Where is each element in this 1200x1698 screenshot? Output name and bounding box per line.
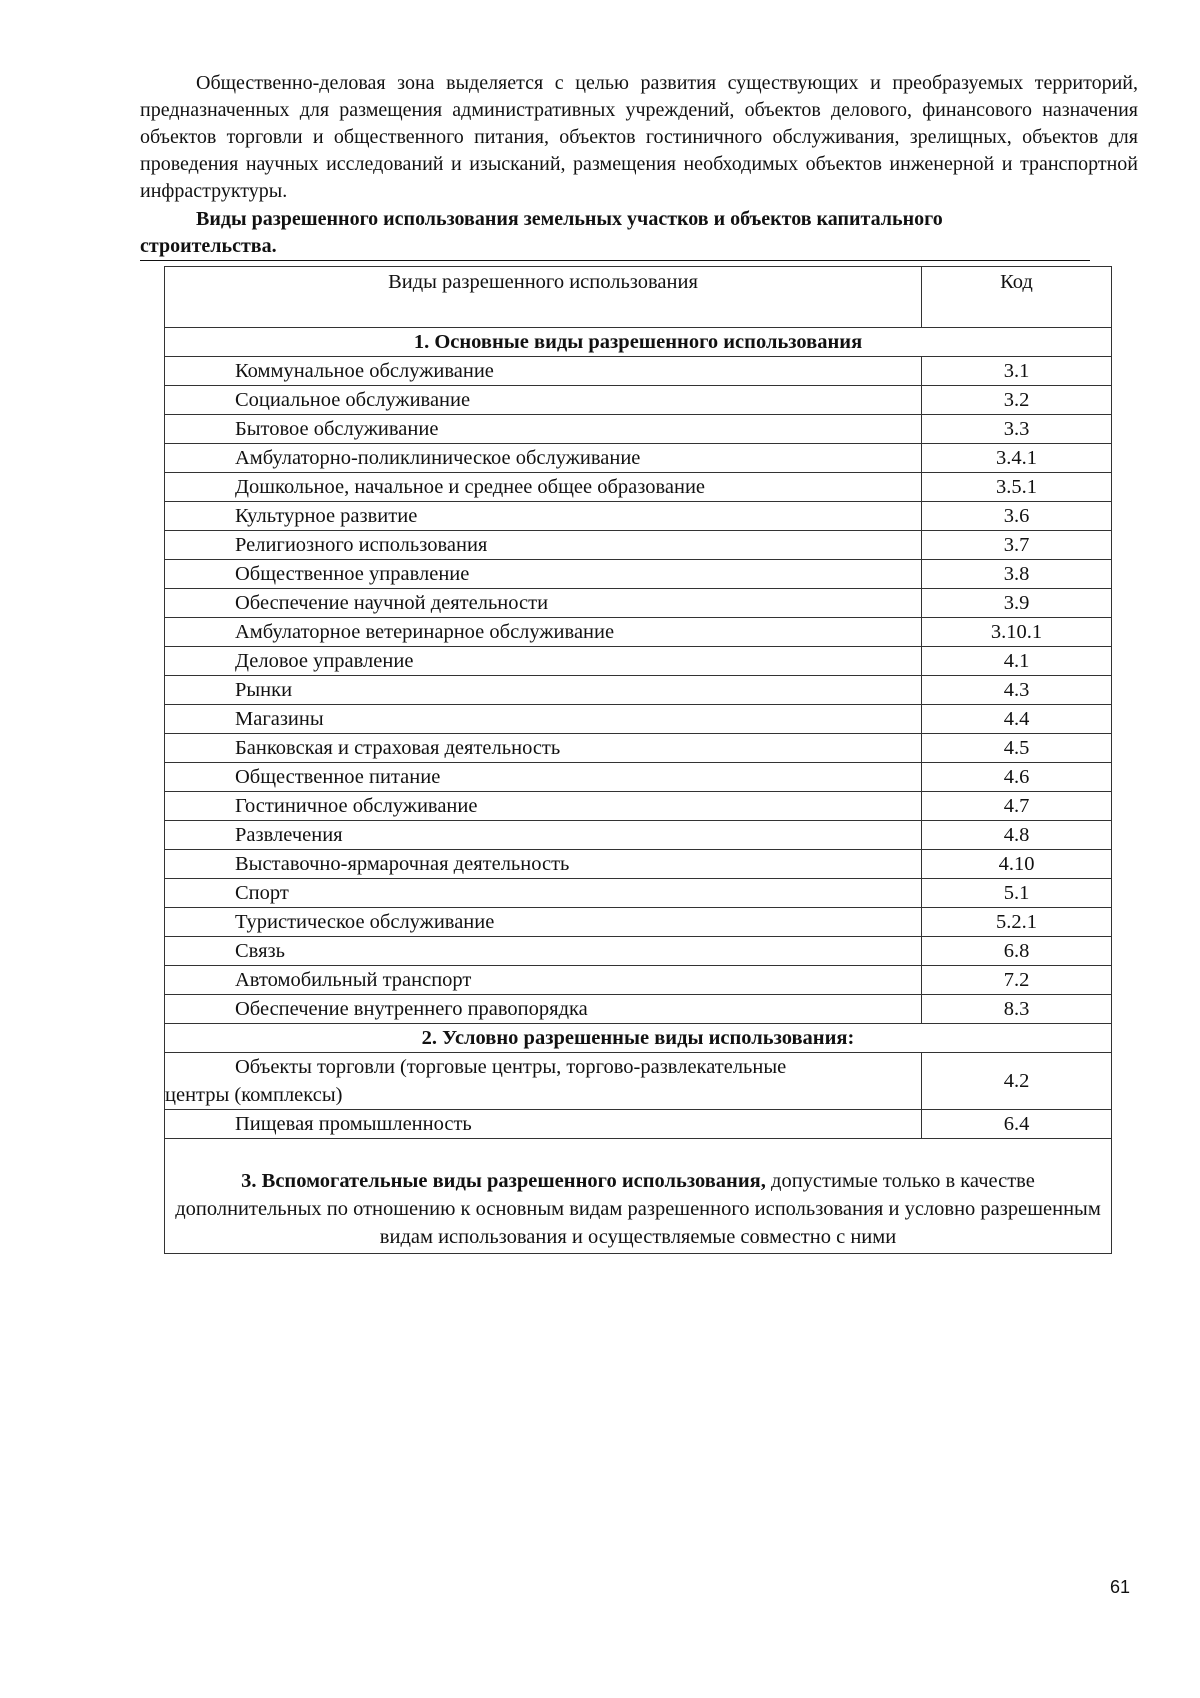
use-code: 5.2.1 — [922, 908, 1112, 937]
section-2-row — [165, 1024, 1112, 1053]
table-row — [165, 763, 1112, 792]
table-row — [165, 966, 1112, 995]
use-name: Коммунальное обслуживание — [165, 357, 922, 386]
use-code: 4.5 — [922, 734, 1112, 763]
table-row — [165, 1053, 1112, 1110]
page-number: 61 — [1110, 1577, 1131, 1597]
intro-text: Общественно-деловая зона выделяется с целью развития существующих и преобразуемых территорий, предназначенных для размещения административных учреждений, объектов делового, финансового назначения объектов торговли и общественного питания, объектов гостиничного обслуживания, зрелищных, объектов для проведения научных исследований и изысканий, размещения необходимых объектов инженерной и транспортной инфраструктуры. — [140, 72, 1138, 202]
table-row — [165, 589, 1112, 618]
use-name: Общественное управление — [165, 560, 922, 589]
table-row — [165, 531, 1112, 560]
section-heading: Виды разрешенного использования земельных участков и объектов капитального — [196, 208, 943, 230]
use-name: Рынки — [165, 676, 922, 705]
table-row — [165, 444, 1112, 473]
use-name: Магазины — [165, 705, 922, 734]
use-name: Религиозного использования — [165, 531, 922, 560]
section-3-row — [165, 1139, 1112, 1254]
table-row — [165, 560, 1112, 589]
table-row — [165, 357, 1112, 386]
use-code: 3.5.1 — [922, 473, 1112, 502]
use-code: 3.1 — [922, 357, 1112, 386]
table-row — [165, 705, 1112, 734]
use-name: Обеспечение внутреннего правопорядка — [165, 995, 922, 1024]
use-code: 4.4 — [922, 705, 1112, 734]
use-name: Выставочно-ярмарочная деятельность — [165, 850, 922, 879]
table-row — [165, 995, 1112, 1024]
table-row — [165, 937, 1112, 966]
use-code: 5.1 — [922, 879, 1112, 908]
use-name: Амбулаторное ветеринарное обслуживание — [165, 618, 922, 647]
section-heading-line2 — [140, 233, 1090, 261]
use-code: 3.3 — [922, 415, 1112, 444]
use-code: 4.10 — [922, 850, 1112, 879]
section-heading-tail: строительства. — [140, 235, 277, 257]
use-code: 3.4.1 — [922, 444, 1112, 473]
use-code: 4.7 — [922, 792, 1112, 821]
use-code: 4.6 — [922, 763, 1112, 792]
table-row — [165, 502, 1112, 531]
use-name: Обеспечение научной деятельности — [165, 589, 922, 618]
use-code: 3.2 — [922, 386, 1112, 415]
use-code: 4.1 — [922, 647, 1112, 676]
use-code: 4.8 — [922, 821, 1112, 850]
table-row — [165, 618, 1112, 647]
table-row — [165, 908, 1112, 937]
use-code: 3.7 — [922, 531, 1112, 560]
use-name: Развлечения — [165, 821, 922, 850]
use-name-line2: центры (комплексы) — [165, 1084, 343, 1106]
use-code: 3.6 — [922, 502, 1112, 531]
use-name: Связь — [165, 937, 922, 966]
table-row — [165, 792, 1112, 821]
use-name: Туристическое обслуживание — [165, 908, 922, 937]
use-code: 3.8 — [922, 560, 1112, 589]
section-3-cell — [165, 1139, 1112, 1254]
table-row — [165, 821, 1112, 850]
use-name: Деловое управление — [165, 647, 922, 676]
table-row — [165, 415, 1112, 444]
permitted-uses-table-body — [165, 267, 1112, 1254]
table-row — [165, 1110, 1112, 1139]
table-row — [165, 676, 1112, 705]
use-code: 3.10.1 — [922, 618, 1112, 647]
use-code: 3.9 — [922, 589, 1112, 618]
table-row — [165, 734, 1112, 763]
use-name: Бытовое обслуживание — [165, 415, 922, 444]
use-code: 8.3 — [922, 995, 1112, 1024]
table-row — [165, 879, 1112, 908]
use-name-line1: Объекты торговли (торговые центры, торгово-развлекательные — [235, 1056, 787, 1078]
use-code: 7.2 — [922, 966, 1112, 995]
section-3-title: 3. Вспомогательные виды разрешенного использования, — [241, 1170, 766, 1192]
use-name: Автомобильный транспорт — [165, 966, 922, 995]
table-row — [165, 473, 1112, 502]
use-name: Культурное развитие — [165, 502, 922, 531]
table-row — [165, 386, 1112, 415]
permitted-uses-table — [164, 266, 1112, 1254]
column-header-name: Виды разрешенного использования — [165, 267, 922, 328]
section-1-title: 1. Основные виды разрешенного использования — [165, 328, 1112, 357]
use-code: 6.4 — [922, 1110, 1112, 1139]
table-row — [165, 850, 1112, 879]
section-2-title: 2. Условно разрешенные виды использования: — [165, 1024, 1112, 1053]
use-code: 6.8 — [922, 937, 1112, 966]
use-code: 4.2 — [922, 1053, 1112, 1110]
table-header-row — [165, 267, 1112, 328]
use-name: Спорт — [165, 879, 922, 908]
intro-paragraph — [140, 70, 1138, 205]
use-name: Дошкольное, начальное и среднее общее образование — [165, 473, 922, 502]
use-name — [165, 1110, 922, 1139]
use-code: 4.3 — [922, 676, 1112, 705]
use-name: Общественное питание — [165, 763, 922, 792]
section-1-row — [165, 328, 1112, 357]
section-3-description: допустимые только в качестве дополнительных по отношению к основным видам разрешенного использования и условно разрешенным видам использования и осуществляемые совместно с ними — [175, 1170, 1101, 1248]
use-name: Гостиничное обслуживание — [165, 792, 922, 821]
use-name: Амбулаторно-поликлиническое обслуживание — [165, 444, 922, 473]
use-name: Социальное обслуживание — [165, 386, 922, 415]
use-name — [165, 1053, 922, 1110]
use-name: Банковская и страховая деятельность — [165, 734, 922, 763]
use-name-line1: Пищевая промышленность — [235, 1113, 472, 1135]
column-header-code: Код — [922, 267, 1112, 328]
table-row — [165, 647, 1112, 676]
